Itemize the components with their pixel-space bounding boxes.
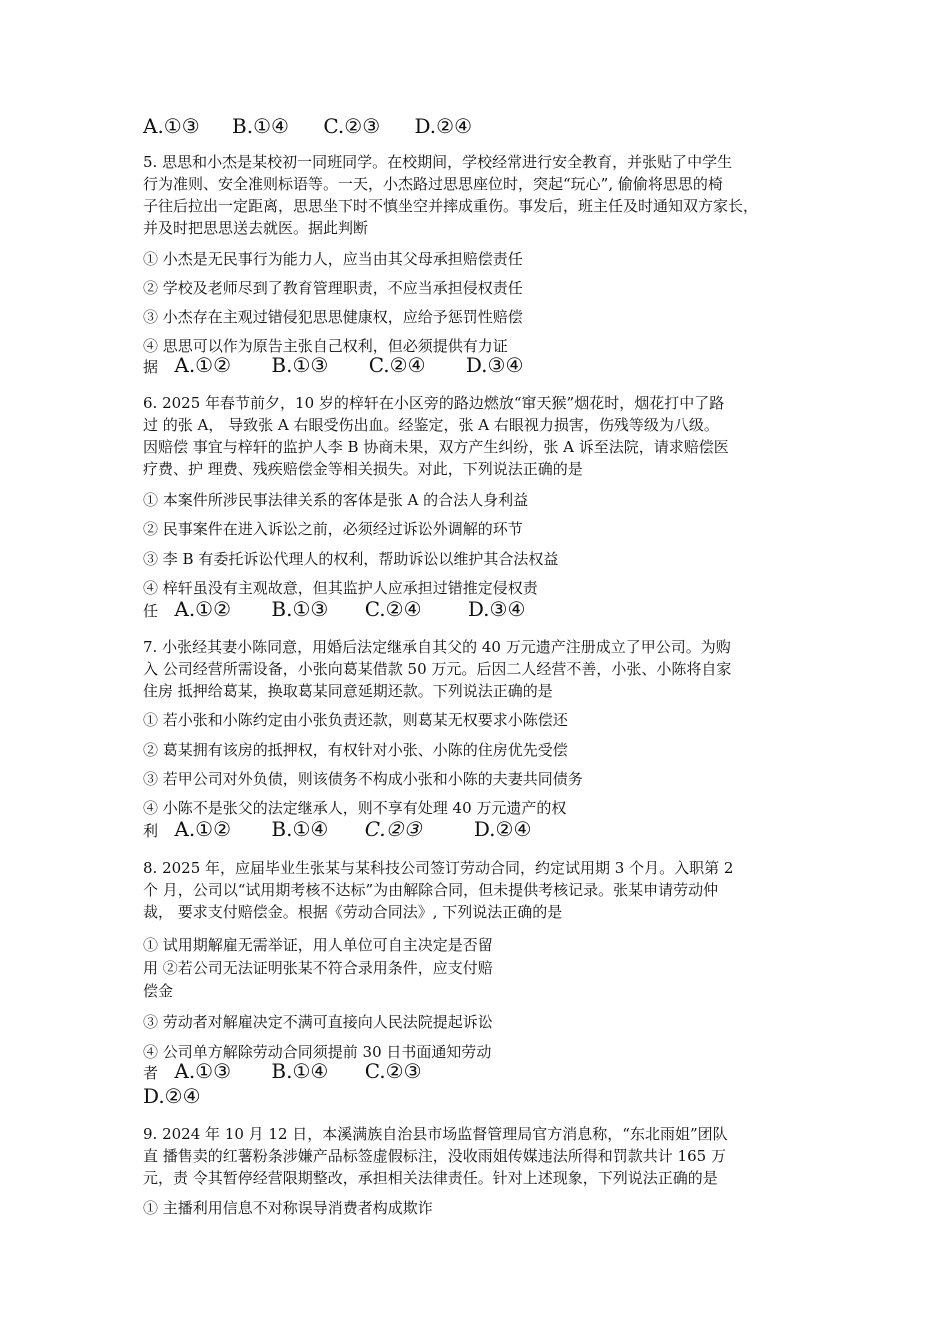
- q7-item: ④ 小陈不是张父的法定继承人，则不享有处理 40 万元遗产的权: [143, 799, 567, 817]
- q6-stem-line: 因赔偿 事宜与梓轩的监护人李 B 协商未果，双方产生纠纷，张 A 诉至法院，请求赔偿医: [143, 438, 729, 456]
- option-d: D.②④: [143, 1084, 201, 1108]
- option-c: C.②④: [368, 353, 426, 377]
- option-d: D.③④: [465, 353, 524, 377]
- option-b: B.①③: [271, 597, 329, 621]
- q7-item: ① 若小张和小陈约定由小张负责还款，则葛某无权要求小陈偿还: [143, 711, 568, 729]
- option-b: B.①③: [271, 353, 329, 377]
- option-c: C.②③: [364, 1059, 422, 1083]
- q9-stem-line: 9. 2024 年 10 月 12 日，本溪满族自治县市场监督管理局官方消息称，“东北雨姐”团队: [143, 1125, 728, 1143]
- q9-stem-line: 直 播售卖的红薯粉条涉嫌产品标签虚假标注，没收雨姐传媒违法所得和罚款共计 165 万: [143, 1147, 726, 1165]
- q6-tail: 任: [143, 602, 159, 620]
- q7-stem-line: 入 公司经营所需设备，小张向葛某借款 50 万元。后因二人经营不善，小张、小陈将自家: [143, 660, 732, 678]
- option-d: D.③④: [467, 597, 526, 621]
- q6-stem-line: 疗费、护 理费、残疾赔偿金等相关损失。对此，下列说法正确的是: [143, 460, 583, 478]
- q8-item: 偿金: [143, 982, 174, 1000]
- q8-stem-line: 裁， 要求支付赔偿金。根据《劳动合同法》, 下列说法正确的是: [143, 903, 563, 921]
- q8-options-wrap: [143, 1084, 201, 1108]
- q6-stem-line: 过 的张 A， 导致张 A 右眼受伤出血。经鉴定，张 A 右眼视力损害，伤残等级为八级。: [143, 416, 719, 434]
- q8-item: ④ 公司单方解除劳动合同须提前 30 日书面通知劳动: [143, 1043, 492, 1061]
- option-d: D.②④: [473, 817, 532, 841]
- option-a: A.①②: [174, 597, 232, 621]
- option-d: D.②④: [414, 114, 473, 138]
- q6-item: ① 本案件所涉民事法律关系的客体是张 A 的合法人身利益: [143, 491, 529, 509]
- option-a: A.①③: [174, 1059, 232, 1083]
- q6-stem-line: 6. 2025 年春节前夕，10 岁的梓轩在小区旁的路边燃放“窜天猴”烟花时，烟花打中了路: [143, 394, 725, 412]
- q7-options: [143, 817, 531, 843]
- option-b: B.①④: [271, 1059, 329, 1083]
- option-b: B.①④: [271, 817, 329, 841]
- q8-options: [143, 1059, 422, 1085]
- option-a: A.①③: [143, 114, 200, 138]
- option-c: C.②③: [364, 817, 422, 841]
- q5-stem-line: 子往后拉出一定距离，思思坐下时不慎坐空并摔成重伤。事发后，班主任及时通知双方家长，: [143, 197, 759, 215]
- q5-options: [143, 353, 523, 379]
- q5-stem-line: 并及时把思思送去就医。据此判断: [143, 219, 369, 237]
- q6-item: ④ 梓轩虽没有主观故意，但其监护人应承担过错推定侵权责: [143, 579, 538, 597]
- q9-stem-line: 元，责 令其暂停经营限期整改，承担相关法律责任。针对上述现象，下列说法正确的是: [143, 1169, 718, 1187]
- q7-tail: 利: [143, 822, 159, 840]
- q8-item: ① 试用期解雇无需举证，用人单位可自主决定是否留: [143, 936, 493, 954]
- q8-item: ③ 劳动者对解雇决定不满可直接向人民法院提起诉讼: [143, 1013, 493, 1031]
- q6-options: [143, 597, 525, 623]
- q8-item: 用 ②若公司无法证明张某不符合录用条件，应支付赔: [143, 959, 493, 977]
- option-c: C.②④: [364, 597, 422, 621]
- q7-item: ② 葛某拥有该房的抵押权，有权针对小张、小陈的住房优先受偿: [143, 741, 568, 759]
- q7-stem-line: 7. 小张经其妻小陈同意，用婚后法定继承自其父的 40 万元遗产注册成立了甲公司。为购: [143, 638, 731, 656]
- top-options: [143, 114, 472, 138]
- option-a: A.①②: [174, 817, 232, 841]
- q8-stem-line: 8. 2025 年，应届毕业生张某与某科技公司签订劳动合同，约定试用期 3 个月。入职第 2: [143, 859, 734, 877]
- option-a: A.①②: [174, 353, 232, 377]
- q7-item: ③ 若甲公司对外负债，则该债务不构成小张和小陈的夫妻共同债务: [143, 770, 583, 788]
- q6-item: ② 民事案件在进入诉讼之前，必须经过诉讼外调解的环节: [143, 520, 523, 538]
- option-b: B.①④: [232, 114, 289, 138]
- q5-stem-line: 行为准则、安全准则标语等。一天，小杰路过思思座位时，突起“玩心”, 偷偷将思思的椅: [143, 175, 723, 193]
- q5-item: ③ 小杰存在主观过错侵犯思思健康权，应给予惩罚性赔偿: [143, 308, 523, 326]
- q5-item: ④ 思思可以作为原告主张自己权利，但必须提供有力证: [143, 337, 508, 355]
- q7-stem-line: 住房 抵押给葛某，换取葛某同意延期还款。下列说法正确的是: [143, 682, 553, 700]
- q8-tail: 者: [143, 1064, 159, 1082]
- q6-item: ③ 李 B 有委托诉讼代理人的权利，帮助诉讼以维护其合法权益: [143, 550, 559, 568]
- q9-item: ① 主播利用信息不对称误导消费者构成欺诈: [143, 1199, 433, 1217]
- q5-item: ① 小杰是无民事行为能力人，应当由其父母承担赔偿责任: [143, 250, 523, 268]
- q5-tail: 据: [143, 358, 159, 376]
- q5-stem-line: 5. 思思和小杰是某校初一同班同学。在校期间，学校经常进行安全教育，并张贴了中学生: [143, 153, 733, 171]
- option-c: C.②③: [323, 114, 381, 138]
- q5-item: ② 学校及老师尽到了教育管理职责，不应当承担侵权责任: [143, 279, 523, 297]
- q8-stem-line: 个 月，公司以“试用期考核不达标”为由解除合同，但未提供考核记录。张某申请劳动仲: [143, 881, 719, 899]
